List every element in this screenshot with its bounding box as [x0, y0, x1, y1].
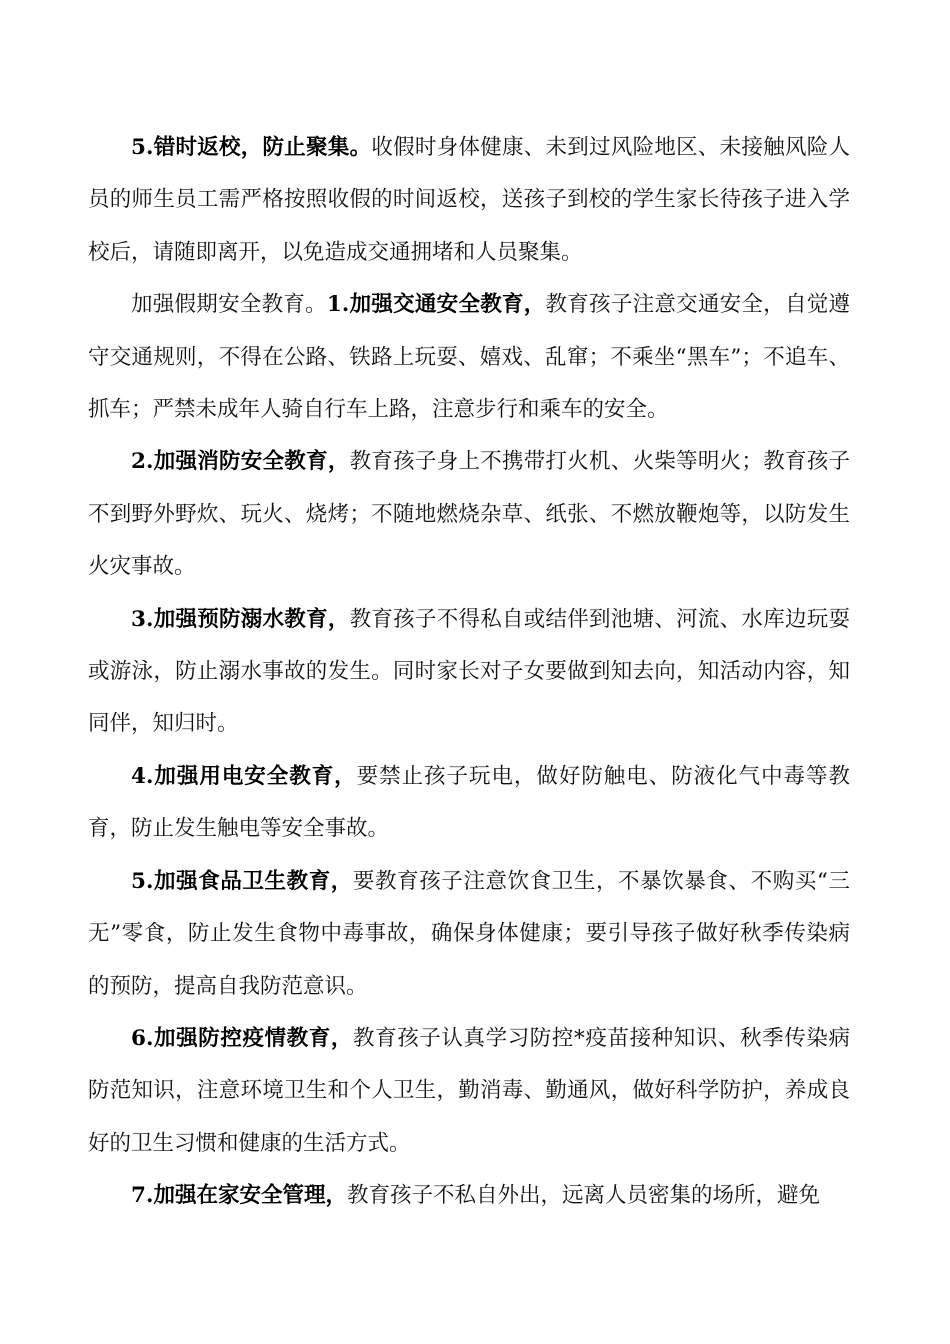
paragraph-drowning-prevention: [88, 594, 850, 751]
paragraph-body: 教育孩子不私自外出，远离人员密集的场所，避免: [346, 1183, 820, 1209]
paragraph-traffic-safety: [88, 279, 850, 436]
paragraph-body: 教育孩子注意交通安全，自觉遵守交通规则，不得在公路、铁路上玩耍、嬉戏、乱窜；不乘坐“黑车”；不追车、抓车；严禁未成年人骑自行车上路，注意步行和乘车的安全。: [88, 292, 850, 423]
paragraph-lead: 3.加强预防溺水教育，: [131, 606, 350, 632]
paragraph-body: 教育孩子认真学习防控*疫苗接种知识、秋季传染病防范知识，注意环境卫生和个人卫生，勤消毒、勤通风，做好科学防护，养成良好的卫生习惯和健康的生活方式。: [88, 1025, 850, 1156]
paragraph-lead: 4.加强用电安全教育，: [131, 763, 357, 789]
paragraph-return-school: [88, 122, 850, 279]
paragraph-body: 要教育孩子注意饮食卫生，不暴饮暴食、不购买“三无”零食，防止发生食物中毒事故，确保身体健康；要引导孩子做好秋季传染病的预防，提高自我防范意识。: [88, 868, 850, 999]
paragraph-epidemic-control: [88, 1013, 850, 1170]
paragraph-food-hygiene: [88, 856, 850, 1013]
paragraph-fire-safety: [88, 436, 850, 593]
document-body: [88, 122, 850, 1223]
paragraph-lead: 1.加强交通安全教育，: [326, 292, 546, 318]
paragraph-home-safety: [88, 1170, 850, 1222]
paragraph-lead: 6.加强防控疫情教育，: [131, 1025, 353, 1051]
paragraph-body: 要禁止孩子玩电，做好防触电、防液化气中毒等教育，防止发生触电等安全事故。: [88, 763, 850, 842]
paragraph-lead: 5.错时返校，防止聚集。: [131, 135, 372, 160]
paragraph-lead: 5.加强食品卫生教育，: [131, 868, 353, 894]
paragraph-lead: 7.加强在家安全管理，: [131, 1183, 347, 1209]
paragraph-electric-safety: [88, 751, 850, 856]
paragraph-body: 收假时身体健康、未到过风险地区、未接触风险人员的师生员工需严格按照收假的时间返校，送孩子到校的学生家长待孩子进入学校后，请随即离开，以免造成交通拥堵和人员聚集。: [88, 135, 850, 265]
paragraph-body: 教育孩子不得私自或结伴到池塘、河流、水库边玩耍或游泳，防止溺水事故的发生。同时家长对子女要做到知去向，知活动内容，知同伴，知归时。: [88, 606, 850, 737]
paragraph-prefix: 加强假期安全教育。: [131, 292, 327, 318]
paragraph-body: 教育孩子身上不携带打火机、火柴等明火；教育孩子不到野外野炊、玩火、烧烤；不随地燃烧杂草、纸张、不燃放鞭炮等，以防发生火灾事故。: [88, 449, 850, 580]
paragraph-lead: 2.加强消防安全教育，: [131, 449, 350, 475]
